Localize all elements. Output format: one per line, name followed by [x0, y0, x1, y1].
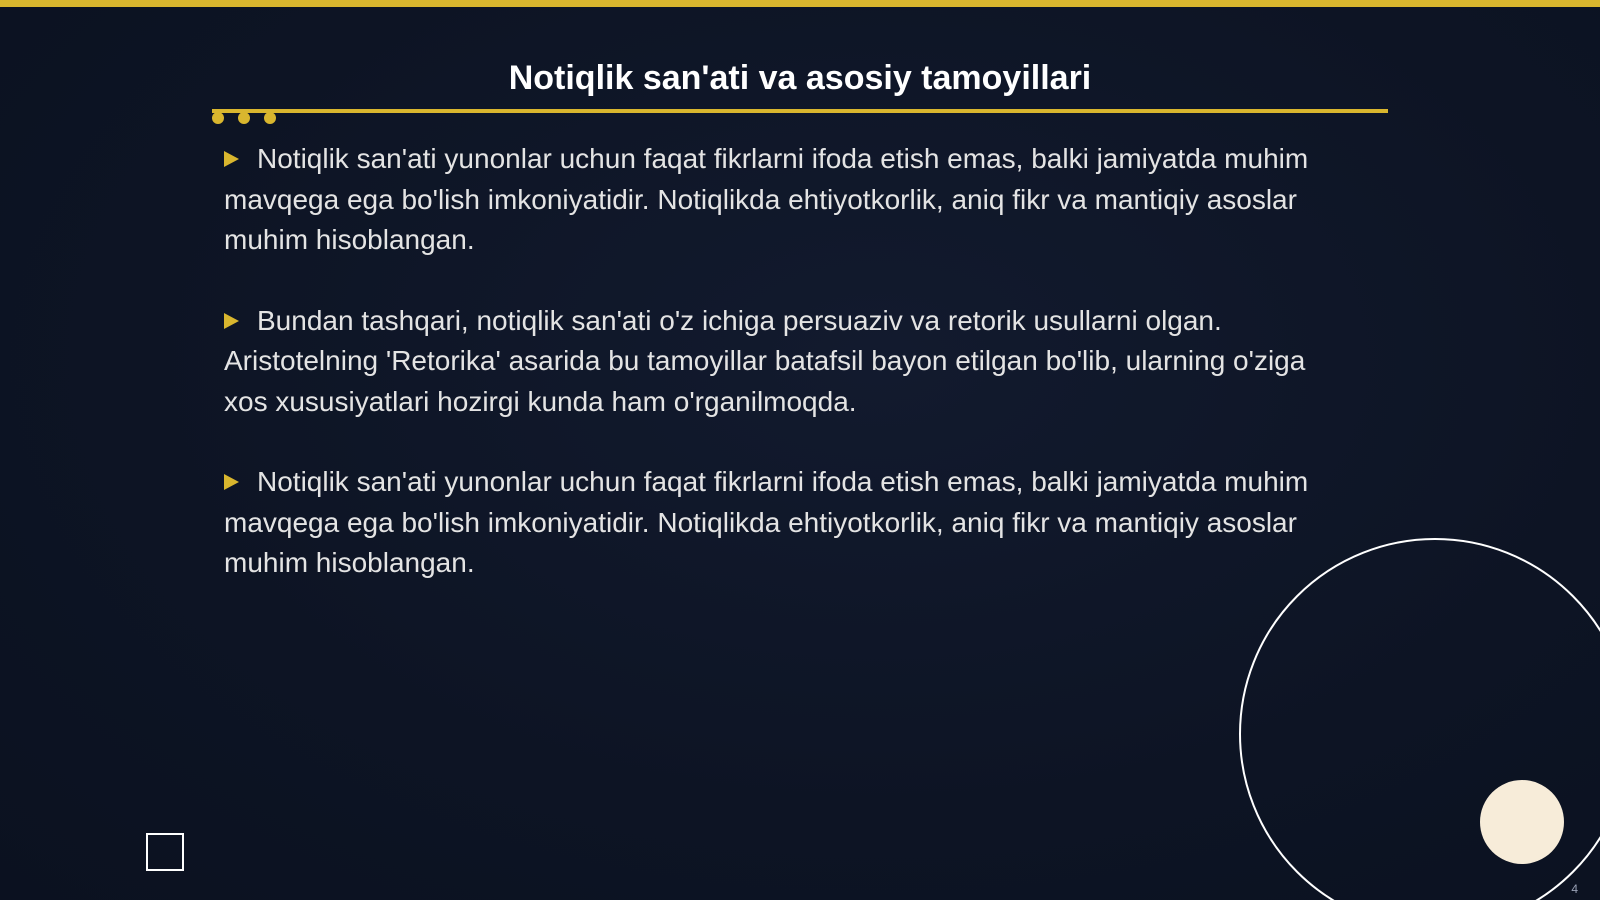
top-accent-bar	[0, 0, 1600, 7]
triangle-right-icon	[224, 313, 239, 329]
decorative-dot	[238, 112, 250, 124]
decorative-circle-filled	[1480, 780, 1564, 864]
bullet-item	[224, 301, 1344, 423]
bullet-text: Bundan tashqari, notiqlik san'ati o'z ichiga persuaziv va retorik usullarni olgan. Aristotelning 'Retorika' asarida bu tamoyillar batafsil bayon etilgan bo'lib, ularning o'ziga xos xususiyatlari hozirgi kunda ham o'rganilmoqda.	[224, 304, 1306, 417]
bullet-item	[224, 139, 1344, 261]
bullet-list	[224, 139, 1344, 624]
slide-title: Notiqlik san'ati va asosiy tamoyillari	[508, 59, 1092, 97]
triangle-right-icon	[224, 151, 239, 167]
title-underline	[212, 109, 1388, 113]
bullet-text: Notiqlik san'ati yunonlar uchun faqat fikrlarni ifoda etish emas, balki jamiyatda muhim mavqega ega bo'lish imkoniyatidir. Notiqlikda ehtiyotkorlik, aniq fikr va mantiqiy asoslar muhim hisoblangan.	[224, 143, 1309, 255]
triangle-right-icon	[224, 474, 239, 490]
bullet-item	[224, 462, 1344, 584]
decorative-dot	[212, 112, 224, 124]
bullet-text: Notiqlik san'ati yunonlar uchun faqat fikrlarni ifoda etish emas, balki jamiyatda muhim mavqega ega bo'lish imkoniyatidir. Notiqlikda ehtiyotkorlik, aniq fikr va mantiqiy asoslar muhim hisoblangan.	[224, 466, 1309, 578]
decorative-square	[146, 833, 184, 871]
page-number: 4	[1571, 882, 1578, 896]
decorative-dot	[264, 112, 276, 124]
